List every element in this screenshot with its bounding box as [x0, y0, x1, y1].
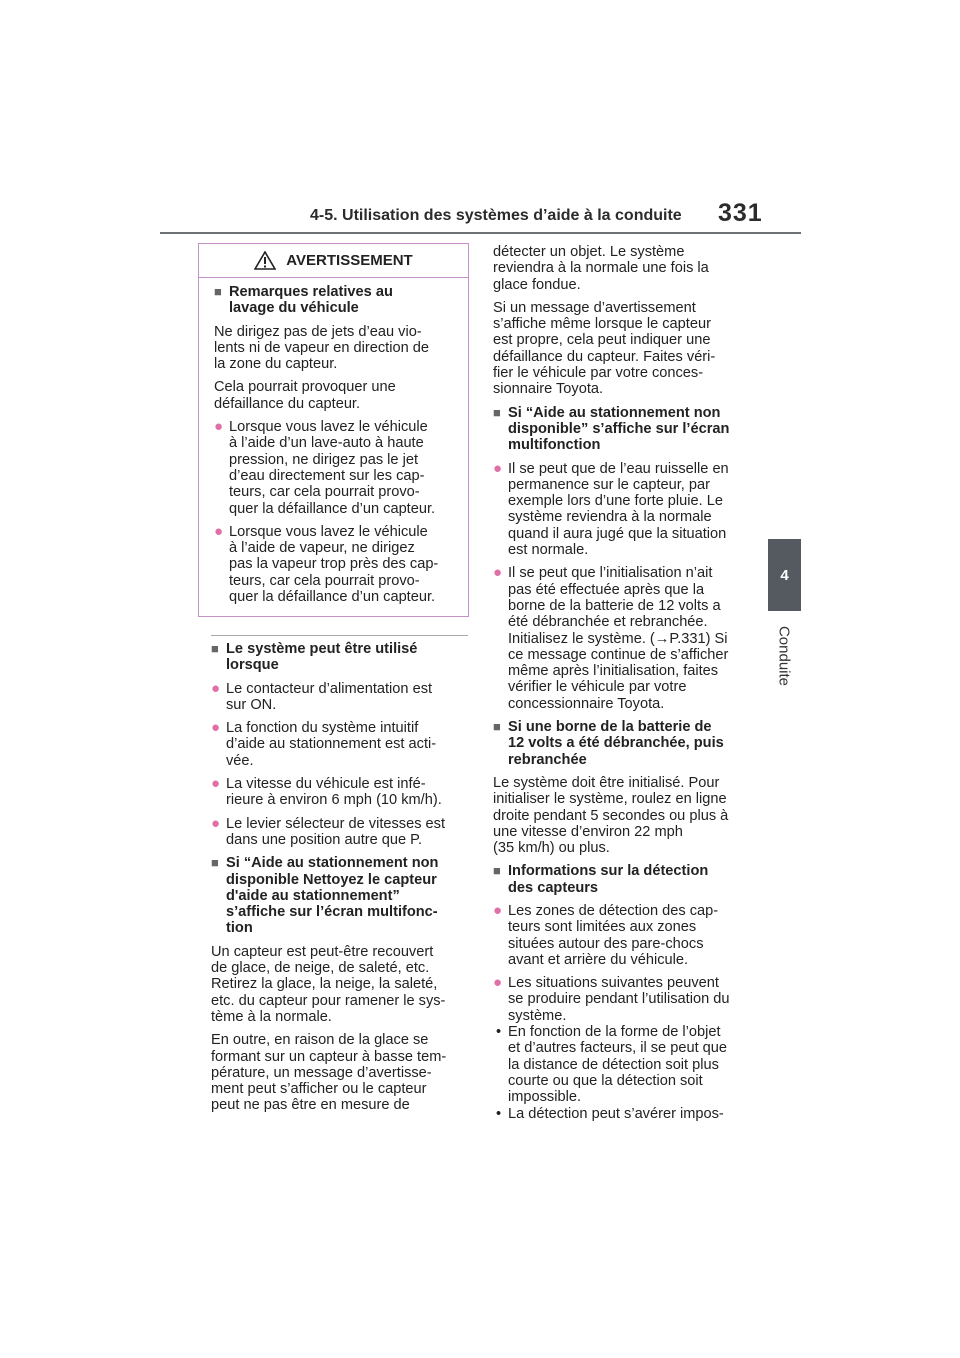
chapter-tab-label: Conduite: [775, 625, 793, 687]
bullet-marker: ●: [211, 719, 221, 737]
paragraph: Si un message d’avertissement s’affiche même lorsque le capteur est propre, cela peut indiquer une défaillance du capteur. Faites véri- fier le véhicule par votre conces- sionnaire Toyota.: [493, 299, 716, 398]
bullet-marker: ●: [214, 522, 224, 540]
header-rule: [160, 232, 801, 234]
sub-list-item: • La détection peut s’avérer impos-: [493, 1106, 755, 1122]
paragraph: En outre, en raison de la glace se formant sur un capteur à basse tem- pérature, un message d’avertisse- ment peut s’afficher ou le capteur peut ne pas être en mesure de: [211, 1032, 447, 1114]
right-column: [493, 244, 755, 1122]
page-number: 331: [718, 199, 763, 227]
square-marker: ■: [214, 284, 222, 299]
bullet-marker: ●: [211, 679, 221, 697]
section-heading: ■ Informations sur la détection des capteurs: [493, 863, 709, 896]
warning-header: [199, 244, 468, 278]
dash-marker: •: [496, 1105, 502, 1122]
warning-bullet: ● Lorsque vous lavez le véhicule à l’aide d’un lave-auto à haute pression, ne dirigez pas le jet d’eau directement sur les cap- teurs, car cela pourrait provo- quer la défaillance d’un capteur.: [214, 418, 436, 517]
paragraph: détecter un objet. Le système reviendra à la normale une fois la glace fondue.: [493, 244, 709, 293]
bullet-marker: ●: [493, 974, 503, 992]
bullet-marker: ●: [211, 814, 221, 832]
square-marker: ■: [211, 641, 219, 656]
section-heading: ■ Si une borne de la batterie de 12 volts a été débranchée, puis rebranchée: [493, 719, 724, 768]
warning-paragraph: Cela pourrait provoquer une défaillance du capteur.: [214, 379, 396, 412]
square-marker: ■: [211, 855, 219, 871]
list-item: ● La vitesse du véhicule est infé- rieure à environ 6 mph (10 km/h).: [211, 775, 442, 809]
sub-list-item: • En fonction de la forme de l’objet et d’autres facteurs, il se peut que la distance de détection soit plus courte ou que la détection soit impossible.: [493, 1024, 755, 1105]
list-item: ● Le contacteur d’alimentation est sur ON.: [211, 679, 433, 713]
bullet-marker: ●: [211, 775, 221, 793]
page-reference-link[interactable]: P.331) Si ce message continue de s’afficher même après l’initialisation, faites vérifier le véhicule par votre concessionnaire Toyota.: [508, 630, 729, 712]
page-reference-arrow: →: [654, 630, 670, 647]
section-heading: ■ Le système peut être utilisé lorsque: [211, 641, 418, 674]
left-column: [211, 641, 469, 1121]
section-heading: ■ Si “Aide au stationnement non disponible Nettoyez le capteur d'aide au stationnement” s’affiche sur l’écran multifonc- tion: [211, 855, 439, 937]
chapter-tab-number: 4: [768, 539, 801, 611]
list-item: ● Les situations suivantes peuvent se produire pendant l’utilisation du système.: [493, 974, 730, 1024]
paragraph: Un capteur est peut-être recouvert de glace, de neige, de saleté, etc. Retirez la glace, la neige, la saleté, etc. du capteur pour ramener le sys- tème à la normale.: [211, 943, 446, 1025]
warning-triangle-icon: [254, 251, 276, 270]
list-item: ● La fonction du système intuitif d’aide au stationnement est acti- vée.: [211, 719, 437, 769]
list-item: ● Les zones de détection des cap- teurs sont limitées aux zones situées autour des pare-chocs avant et arrière du véhicule.: [493, 901, 719, 968]
list-item: ● Le levier sélecteur de vitesses est dans une position autre que P.: [211, 814, 446, 848]
section-divider: [211, 635, 468, 636]
warning-box: [198, 243, 469, 617]
dash-marker: •: [496, 1024, 502, 1041]
paragraph: Le système doit être initialisé. Pour initialiser le système, roulez en ligne droite pendant 5 secondes ou plus à une vitesse d’environ 22 mph (35 km/h) ou plus.: [493, 774, 729, 857]
bullet-marker: ●: [493, 564, 503, 582]
list-item: ● Il se peut que l’initialisation n’ait pas été effectuée après que la borne de la batterie de 12 volts a été débranchée et rebranchée. Initialisez le système. (→P.331) Si ce message continue de s’afficher même après l’initialisation, faites vérifier le véhicule par votre concessionnaire Toyota.: [493, 564, 729, 712]
bullet-marker: ●: [214, 418, 224, 436]
bullet-marker: ●: [493, 459, 503, 477]
square-marker: ■: [493, 719, 501, 735]
list-item: ● Il se peut que de l’eau ruisselle en permanence sur le capteur, par exemple lors d’une forte pluie. Le système reviendra à la normale quand il aura jugé que la situation est normale.: [493, 459, 729, 559]
section-title: 4-5. Utilisation des systèmes d’aide à la conduite: [310, 207, 682, 224]
warning-heading: ■ Remarques relatives au lavage du véhicule: [214, 284, 393, 317]
square-marker: ■: [493, 863, 501, 879]
section-heading: ■ Si “Aide au stationnement non disponible” s’affiche sur l’écran multifonction: [493, 404, 730, 454]
warning-title: AVERTISSEMENT: [286, 252, 413, 269]
warning-bullet: ● Lorsque vous lavez le véhicule à l’aide de vapeur, ne dirigez pas la vapeur trop près des cap- teurs, car cela pourrait provo- quer la défaillance d’un capteur.: [214, 522, 439, 606]
square-marker: ■: [493, 404, 501, 420]
warning-paragraph: Ne dirigez pas de jets d’eau vio- lents ni de vapeur en direction de la zone du capteur.: [214, 323, 429, 373]
warning-body: [199, 278, 468, 605]
bullet-marker: ●: [493, 901, 503, 919]
